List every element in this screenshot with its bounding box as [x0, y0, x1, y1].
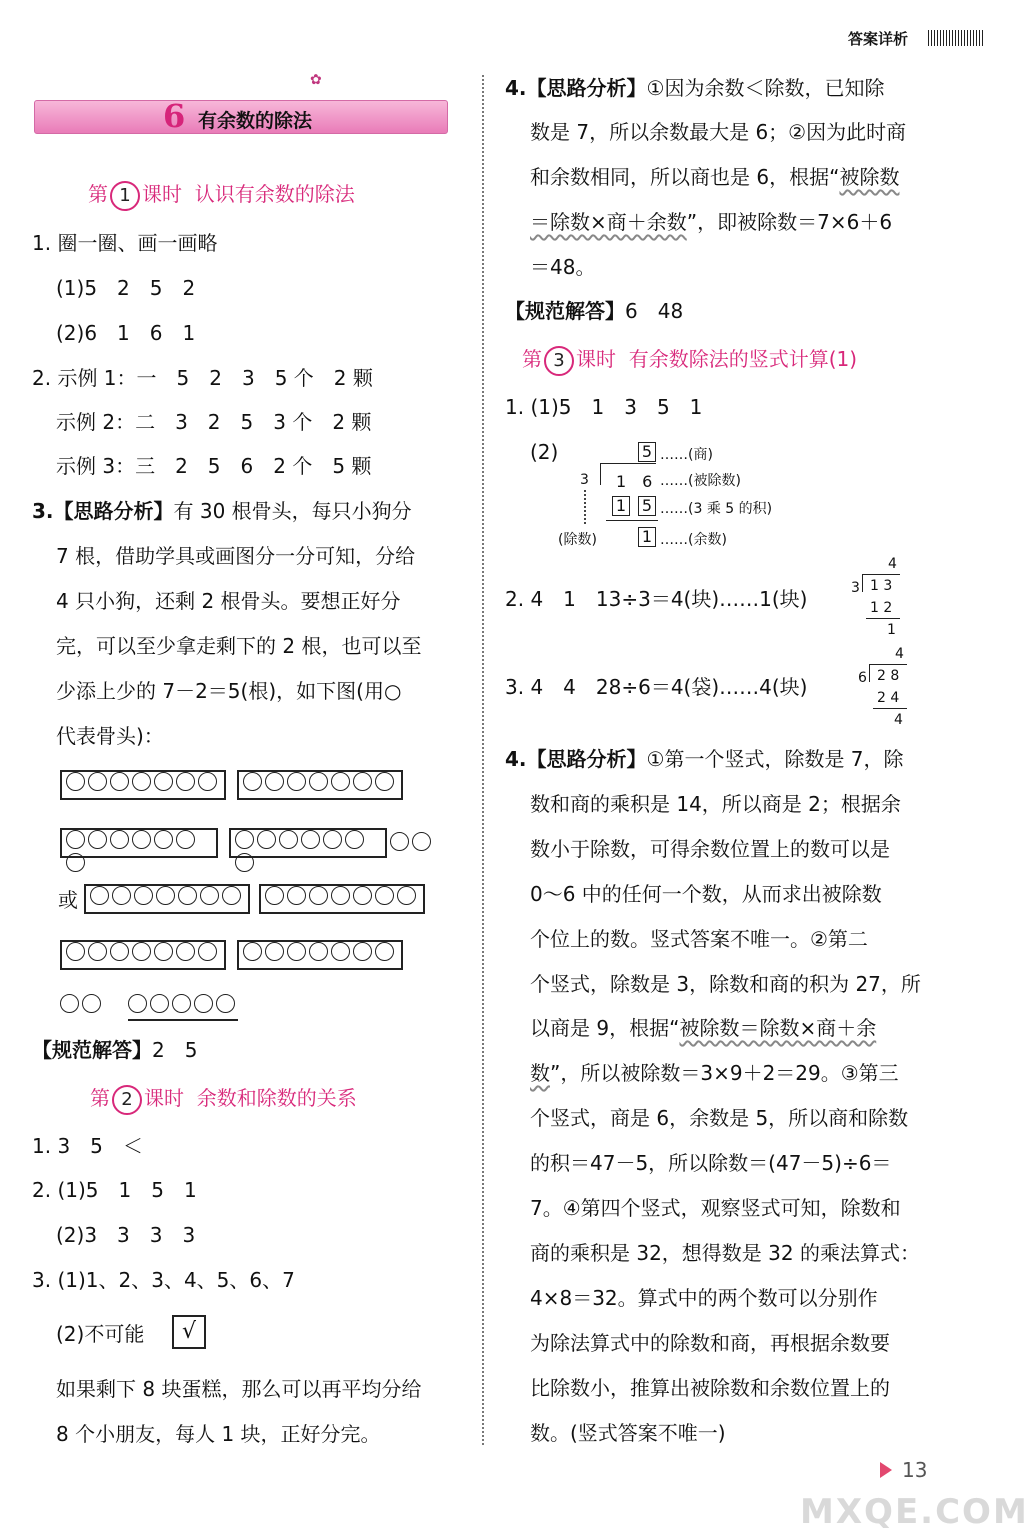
lesson-3-heading: 第 3 课时 有余数除法的竖式计算(1): [522, 343, 857, 376]
left-l2-q3a: 3. (1)1、2、3、4、5、6、7: [32, 1268, 295, 1292]
v2-bracket: [869, 664, 870, 682]
right-q4-line2: 数是 7，所以余数最大是 6；②因为此时商: [530, 120, 907, 144]
v2-underline: [873, 708, 907, 709]
right-l3-q2: 2. 4 1 13÷3＝4(块)……1(块): [505, 587, 808, 611]
right-q4b-line13: 4×8＝32。算式中的两个数可以分别作: [530, 1286, 878, 1310]
bone-group-8: [237, 940, 403, 970]
left-q3-line3: 4 只小狗，还剩 2 根骨头。要想正好分: [56, 589, 401, 613]
right-q4b-line2: 数和商的乘积是 14，所以商是 2；根据余: [530, 792, 901, 816]
right-q4b-line14: 为除法算式中的除数和商，再根据余数要: [530, 1331, 890, 1355]
chapter-title: 有余数的除法: [198, 110, 313, 132]
v1-product: 1 2: [870, 600, 893, 616]
right-q4b-line3: 数小于除数，可得余数位置上的数可以是: [530, 837, 890, 861]
left-l2-q3b: (2)不可能: [56, 1322, 145, 1346]
bone-group-5: [84, 884, 250, 914]
left-q1-title: 1. 圈一圈、画一画略: [32, 231, 218, 255]
right-q4-line1: 4.【思路分析】①因为余数＜除数，已知除: [505, 76, 885, 100]
product-underline: [606, 520, 658, 521]
right-q4-line3: 和余数相同，所以商也是 6，根据“被除数: [530, 165, 900, 189]
right-q4-line4: ＝除数×商＋余数”，即被除数＝7×6＋6: [530, 210, 893, 234]
v2-divisor: 6: [858, 670, 867, 686]
v1-divisor: 3: [851, 580, 860, 596]
right-q4b-line5: 个位上的数。竖式答案不唯一。②第二: [530, 927, 868, 951]
left-q3-line2: 7 根，借助学具或画图分一分可知，分给: [56, 544, 416, 568]
v2-bar: [869, 664, 907, 665]
v1-quotient: 4: [888, 556, 897, 572]
or-label: 或: [58, 888, 78, 912]
divisor-pointer: [584, 490, 586, 524]
butterfly-icon: ✿: [310, 72, 322, 88]
bone-group-4: [229, 828, 387, 858]
right-l3-q1b: (2): [530, 440, 559, 464]
left-q3-line6: 代表骨头)：: [56, 724, 164, 748]
watermark: MXQE.COM: [800, 1492, 1029, 1532]
left-q1-a: (1)5 2 5 2: [56, 276, 196, 300]
right-q4b-line10: 的积＝47－5，所以除数＝(47－5)÷6＝: [530, 1151, 892, 1175]
label-divisor: (除数): [558, 532, 597, 548]
header-title: 答案详析: [848, 30, 909, 48]
right-q4b-line9: 个竖式，商是 6，余数是 5，所以商和除数: [530, 1106, 909, 1130]
left-q1-b: (2)6 1 6 1: [56, 321, 196, 345]
right-q4b-line1: 4.【思路分析】①第一个竖式，除数是 7，除: [505, 747, 904, 771]
header-barcode: [928, 30, 983, 46]
left-l2-q2a: 2. (1)5 1 5 1: [32, 1178, 197, 1202]
right-q4b-line6: 个竖式，除数是 3，除数和商的积为 27，所: [530, 972, 921, 996]
right-q4b-line7: 以商是 9，根据“被除数＝除数×商＋余: [530, 1016, 877, 1040]
page-arrow-icon: [880, 1462, 892, 1478]
diagram-product-box-2: 5: [638, 496, 656, 516]
diagram-divisor: 3: [580, 472, 589, 488]
label-quotient: ……(商): [660, 447, 713, 463]
v2-product: 2 4: [877, 690, 900, 706]
left-q3-line1: 3.【思路分析】有 30 根骨头，每只小狗分: [32, 499, 412, 523]
left-l2-q2b: (2)3 3 3 3: [56, 1223, 196, 1247]
diagram-dividend: 1 6: [616, 472, 653, 491]
v2-quotient: 4: [895, 646, 904, 662]
label-dividend: ……(被除数): [660, 473, 741, 489]
v2-remainder: 4: [894, 712, 903, 728]
chapter-number: 6: [163, 97, 186, 135]
left-l2-q3d: 8 个小朋友，每人 1 块，正好分完。: [56, 1422, 381, 1446]
bone-added-2: [390, 832, 434, 855]
bone-group-7: [60, 940, 226, 970]
bone-group-6: [259, 884, 425, 914]
left-q3-line4: 完，可以至少拿走剩下的 2 根，也可以至: [56, 634, 422, 658]
division-bracket: [600, 463, 601, 485]
right-l3-q3: 3. 4 4 28÷6＝4(袋)……4(块): [505, 675, 808, 699]
v1-dividend: 1 3: [870, 578, 893, 594]
right-q4b-line8: 数”，所以被除数＝3×9＋2＝29。③第三: [530, 1061, 899, 1085]
diagram-remainder-box: 1: [638, 527, 656, 547]
diagram-product-box-1: 1: [612, 496, 630, 516]
left-q2-line2: 示例 2：二 3 2 5 3 个 2 颗: [56, 410, 372, 434]
checkmark-box: √: [172, 1315, 206, 1349]
bone-added-5: [128, 994, 238, 1021]
column-divider: [482, 75, 484, 1445]
v2-dividend: 2 8: [877, 668, 900, 684]
bone-group-2: [237, 770, 403, 800]
division-bar: [600, 463, 656, 464]
lesson-2-heading: 第 2 课时 余数和除数的关系: [90, 1082, 357, 1115]
v1-remainder: 1: [887, 622, 896, 638]
left-q2-line3: 示例 3：三 2 5 6 2 个 5 颗: [56, 454, 372, 478]
bone-remaining-2: [60, 994, 104, 1017]
right-answer: 【规范解答】6 48: [505, 299, 684, 323]
right-q4b-line12: 商的乘积是 32，想得数是 32 的乘法算式：: [530, 1241, 920, 1265]
label-product: ……(3 乘 5 的积): [660, 501, 773, 517]
right-q4b-line4: 0～6 中的任何一个数，从而求出被除数: [530, 882, 882, 906]
page-number: 13: [902, 1458, 928, 1482]
lesson-1-heading: 第 1 课时 认识有余数的除法: [88, 178, 355, 211]
left-answer-1: 【规范解答】2 5: [32, 1038, 198, 1062]
v1-underline: [866, 618, 900, 619]
right-q4b-line16: 数。(竖式答案不唯一): [530, 1421, 726, 1445]
v1-bracket: [862, 574, 863, 592]
label-remainder: ……(余数): [660, 532, 727, 548]
right-q4b-line11: 7。④第四个竖式，观察竖式可知，除数和: [530, 1196, 901, 1220]
v1-bar: [862, 574, 900, 575]
left-q3-line5: 少添上少的 7－2＝5(根)，如下图(用○: [56, 679, 402, 703]
right-q4-line5: ＝48。: [530, 255, 596, 279]
right-l3-q1a: 1. (1)5 1 3 5 1: [505, 395, 703, 419]
diagram-quotient-box: 5: [638, 442, 656, 462]
bone-group-1: [60, 770, 226, 800]
left-l2-q1: 1. 3 5 ＜: [32, 1134, 143, 1158]
left-q2-line1: 2. 示例 1：一 5 2 3 5 个 2 颗: [32, 366, 373, 390]
right-q4b-line15: 比除数小，推算出被除数和余数位置上的: [530, 1376, 890, 1400]
bone-group-3: [60, 828, 218, 858]
left-l2-q3c: 如果剩下 8 块蛋糕，那么可以再平均分给: [56, 1377, 422, 1401]
